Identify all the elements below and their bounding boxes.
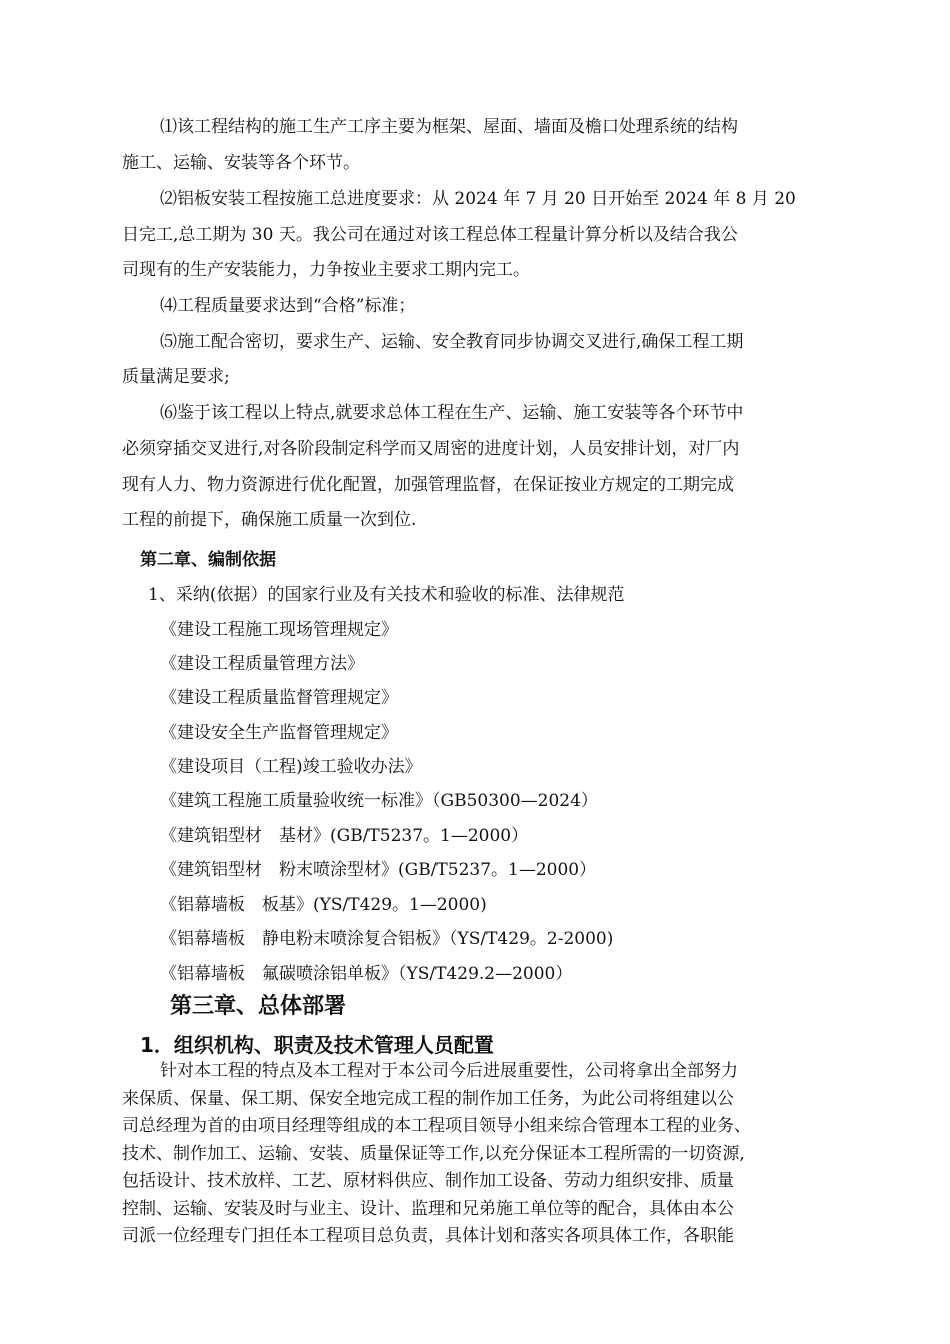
- chapter-3-heading: 第三章、总体部署: [170, 994, 347, 1019]
- standard-item: 《建设安全生产监督管理规定》: [160, 723, 398, 743]
- standard-item: 《铝幕墙板 氟碳喷涂铝单板》（YS/T429.2—2000）: [160, 964, 573, 984]
- standard-item: 《建设工程质量监督管理规定》: [160, 688, 398, 708]
- para-2-line-3: 司现有的生产安装能力，力争按业主要求工期内完工。: [122, 260, 530, 280]
- chapter-3-para-line: 来保质、保量、保工期、保安全地完成工程的制作加工任务，为此公司将组建以公: [122, 1089, 734, 1109]
- chapter-3-para-line: 司派一位经理专门担任本工程项目总负责，具体计划和落实各项具体工作，各职能: [122, 1226, 734, 1246]
- para-6-line-3: 现有人力、物力资源进行优化配置，加强管理监督，在保证按业方规定的工期完成: [122, 475, 734, 495]
- standard-item: 《建设项目（工程)竣工验收办法》: [160, 757, 422, 777]
- standard-item: 《铝幕墙板 静电粉末喷涂复合铝板》（YS/T429。2-2000): [160, 929, 614, 949]
- chapter-3-para-line: 司总经理为首的由项目经理等组成的本工程项目领导小组来综合管理本工程的业务、: [122, 1116, 751, 1136]
- standard-item: 《建设工程质量管理方法》: [160, 654, 364, 674]
- para-1-line-2: 施工、运输、安装等各个环节。: [122, 153, 360, 173]
- para-4-line-1: ⑷工程质量要求达到“合格”标准；: [160, 296, 416, 316]
- standard-item: 《建设工程施工现场管理规定》: [160, 620, 398, 640]
- standard-item: 《建筑铝型材 基材》(GB/T5237。1—2000）: [160, 826, 529, 846]
- chapter-2-heading: 第二章、编制依据: [140, 550, 276, 570]
- para-5-line-2: 质量满足要求;: [122, 367, 230, 387]
- standard-item: 《铝幕墙板 板基》(YS/T429。1—2000): [160, 895, 487, 915]
- chapter-3-para-line: 包括设计、技术放样、工艺、原材料供应、制作加工设备、劳动力组织安排、质量: [122, 1171, 734, 1191]
- chapter-3-para-line: 针对本工程的特点及本工程对于本公司今后进展重要性，公司将拿出全部努力: [160, 1061, 738, 1081]
- para-2-line-1: ⑵铝板安装工程按施工总进度要求：从 2024 年 7 月 20 日开始至 2024 年 8 月 20: [160, 189, 796, 209]
- chapter-3-para-line: 控制、运输、安装及时与业主、设计、监理和兄弟施工单位等的配合，具体由本公: [122, 1199, 734, 1219]
- chapter-3-para-line: 技术、制作加工、运输、安装、质量保证等工作,以充分保证本工程所需的一切资源,: [122, 1144, 745, 1164]
- para-1-line-1: ⑴该工程结构的施工生产工序主要为框架、屋面、墙面及檐口处理系统的结构: [160, 117, 738, 137]
- chapter-2-item-1: 1、采纳(依据）的国家行业及有关技术和验收的标准、法律规范: [148, 585, 625, 605]
- standard-item: 《建筑工程施工质量验收统一标准》（GB50300—2024）: [160, 791, 598, 811]
- para-6-line-2: 必须穿插交叉进行,对各阶段制定科学而又周密的进度计划，人员安排计划，对厂内: [122, 439, 740, 459]
- para-6-line-4: 工程的前提下，确保施工质量一次到位.: [122, 510, 417, 530]
- para-5-line-1: ⑸施工配合密切，要求生产、运输、安全教育同步协调交叉进行,确保工程工期: [160, 332, 744, 352]
- standard-item: 《建筑铝型材 粉末喷涂型材》(GB/T5237。1—2000）: [160, 860, 597, 880]
- para-2-line-2: 日完工,总工期为 30 天。我公司在通过对该工程总体工程量计算分析以及结合我公: [122, 225, 738, 245]
- para-6-line-1: ⑹鉴于该工程以上特点,就要求总体工程在生产、运输、施工安装等各个环节中: [160, 403, 744, 423]
- chapter-3-subheading: 1．组织机构、职责及技术管理人员配置: [140, 1033, 494, 1057]
